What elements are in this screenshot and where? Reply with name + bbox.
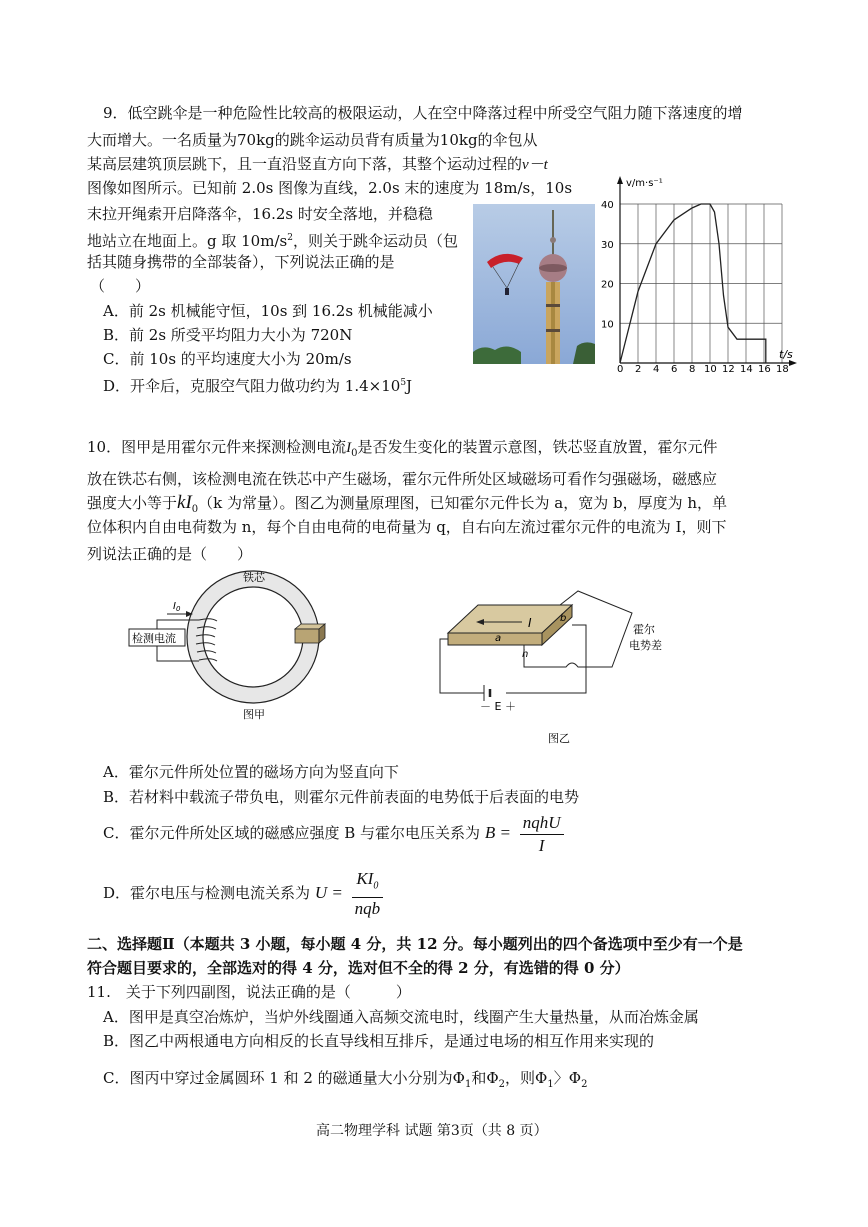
q10-line-3: 强度大小等于$kI_0(k$ 为常量）。图乙为测量原理图，已知霍尔元件长为 a，宽为 b，厚度为 h，单 xyxy=(87,492,728,515)
section-2-heading-line-2: 符合题目要求的，全部选对的得 4 分，选对但不全的得 2 分，有选错的得 0 分） xyxy=(87,959,630,977)
y-tick-label: 10 xyxy=(601,319,614,331)
q9-line-4: 图像如图所示。已知前 2.0s 图像为直线，2.0s 末的速度为 18m/s，10s xyxy=(87,179,573,197)
q10-option-c: C．霍尔元件所处区域的磁感应强度 B 与霍尔电压关系为 B = $\frac{\text{nqhU}}{I}$ xyxy=(103,810,564,857)
y-tick-label: 30 xyxy=(601,239,614,251)
q9-line-3: 某高层建筑顶层跳下，且一直沿竖直方向下落，其整个运动过程的v－t xyxy=(87,155,548,173)
x-tick-label: 10 xyxy=(704,364,717,372)
q9-answer-bracket: （ ） xyxy=(90,277,151,295)
q9-option-d: D．开伞后，克服空气阻力做功约为 $1.4\times 10^5J$ xyxy=(103,377,413,395)
hall-voltage-label-2: 电势差 xyxy=(629,639,662,652)
section-2-heading-line-1: 二、选择题Ⅱ（本题共 3 小题，每小题 4 分，共 12 分。每小题列出的四个备选项中至少有一个是 xyxy=(87,935,743,953)
q11-stem: 11. 关于下列四副图，说法正确的是（ ） xyxy=(87,983,411,1001)
q10-line-1: 10．图甲是用霍尔元件来探测检测电流$I_0$是否发生变化的装置示意图，铁芯竖直放置，霍尔元件 xyxy=(87,438,718,459)
current-i0-label: $I_0$ xyxy=(173,601,181,613)
q9-option-a: A．前 2s 机械能守恒，10s 到 16.2s 机械能减小 xyxy=(103,302,433,320)
iron-core-label: 铁芯 xyxy=(243,571,265,584)
x-tick-label: 6 xyxy=(671,364,678,372)
q9-line-1: 9．低空跳伞是一种危险性比较高的极限运动，人在空中降落过程中所受空气阻力随下落速度的增 xyxy=(103,104,743,122)
q10-line-2: 放在铁芯右侧，该检测电流在铁芯中产生磁场，霍尔元件所处区域磁场可看作匀强磁场，磁感应 xyxy=(87,470,718,488)
x-tick-label: 12 xyxy=(722,364,735,372)
x-tick-label: 8 xyxy=(689,364,696,372)
q11-option-b: B．图乙中两根通电方向相反的长直导线相互排斥，是通过电场的相互作用来实现的 xyxy=(103,1032,655,1050)
x-axis-label: t/s xyxy=(779,348,793,361)
plate-current-label: I xyxy=(528,616,532,630)
q11-option-c: C．图丙中穿过金属圆环 1 和 2 的磁通量大小分别为$\Phi_1$和$\Phi_2$，则$\Phi_1$〉$\Phi_2$ xyxy=(103,1069,588,1090)
x-tick-label: 0 xyxy=(617,364,624,372)
page-footer: 高二物理学科 试题 第3页（共 8 页） xyxy=(316,1123,548,1139)
x-tick-label: 4 xyxy=(653,364,660,372)
q10-line-5: 列说法正确的是（ ） xyxy=(87,545,253,563)
x-tick-label: 16 xyxy=(758,364,771,372)
q11-option-a: A．图甲是真空冶炼炉，当炉外线圈通入高频交流电时，线圈产生大量热量，从而冶炼金属 xyxy=(103,1008,699,1026)
q10-option-a: A．霍尔元件所处位置的磁场方向为竖直向下 xyxy=(103,763,399,781)
q9-line-5: 末拉开绳索开启降落伞，16.2s 时安全落地，并稳稳 xyxy=(87,205,433,223)
q10-option-b: B．若材料中载流子带负电，则霍尔元件前表面的电势低于后表面的电势 xyxy=(103,788,580,806)
q10-line-4: 位体积内自由电荷数为 n，每个自由电荷的电荷量为 q，自右向左流过霍尔元件的电流为 I，则下 xyxy=(87,518,727,536)
y-axis-label: v/m·s⁻¹ xyxy=(626,178,663,189)
q9-option-c: C．前 10s 的平均速度大小为 20m/s xyxy=(103,350,352,368)
q9-line-7: 括其随身携带的全部装备），下列说法正确的是 xyxy=(87,253,395,271)
velocity-time-graph xyxy=(598,172,798,372)
length-a-label: a xyxy=(495,633,502,644)
width-b-label: b xyxy=(560,613,567,624)
emf-label: － E ＋ xyxy=(480,700,516,713)
figure-jia-caption: 图甲 xyxy=(243,708,265,721)
detect-current-label: 检测电流 xyxy=(132,632,176,645)
q9-line-6: 地站立在地面上。g 取 $10m/s^2$，则关于跳伞运动员（包 xyxy=(87,232,458,250)
y-axis-arrow xyxy=(617,176,623,184)
y-tick-label: 40 xyxy=(601,200,614,211)
x-tick-label: 18 xyxy=(776,364,789,372)
q9-line-2: 大而增大。一名质量为70kg的跳伞运动员背有质量为10kg的伞包从 xyxy=(87,131,538,149)
parachute-tower-photo xyxy=(473,204,595,364)
hall-voltage-label-1: 霍尔 xyxy=(633,623,655,636)
x-tick-label: 2 xyxy=(635,364,642,372)
figure-yi-hall-principle xyxy=(432,585,692,750)
thickness-h-label: h xyxy=(522,649,529,660)
x-tick-label: 14 xyxy=(740,364,753,372)
q9-option-b: B．前 2s 所受平均阻力大小为 720N xyxy=(103,326,353,344)
q10-option-d: D．霍尔电压与检测电流关系为 U = $\frac{KI_0}{\text{nqb}}$ xyxy=(103,868,383,920)
hall-element xyxy=(295,629,319,643)
y-tick-label: 20 xyxy=(601,279,614,291)
figure-yi-caption: 图乙 xyxy=(548,732,570,745)
figure-jia-iron-core xyxy=(125,565,345,735)
